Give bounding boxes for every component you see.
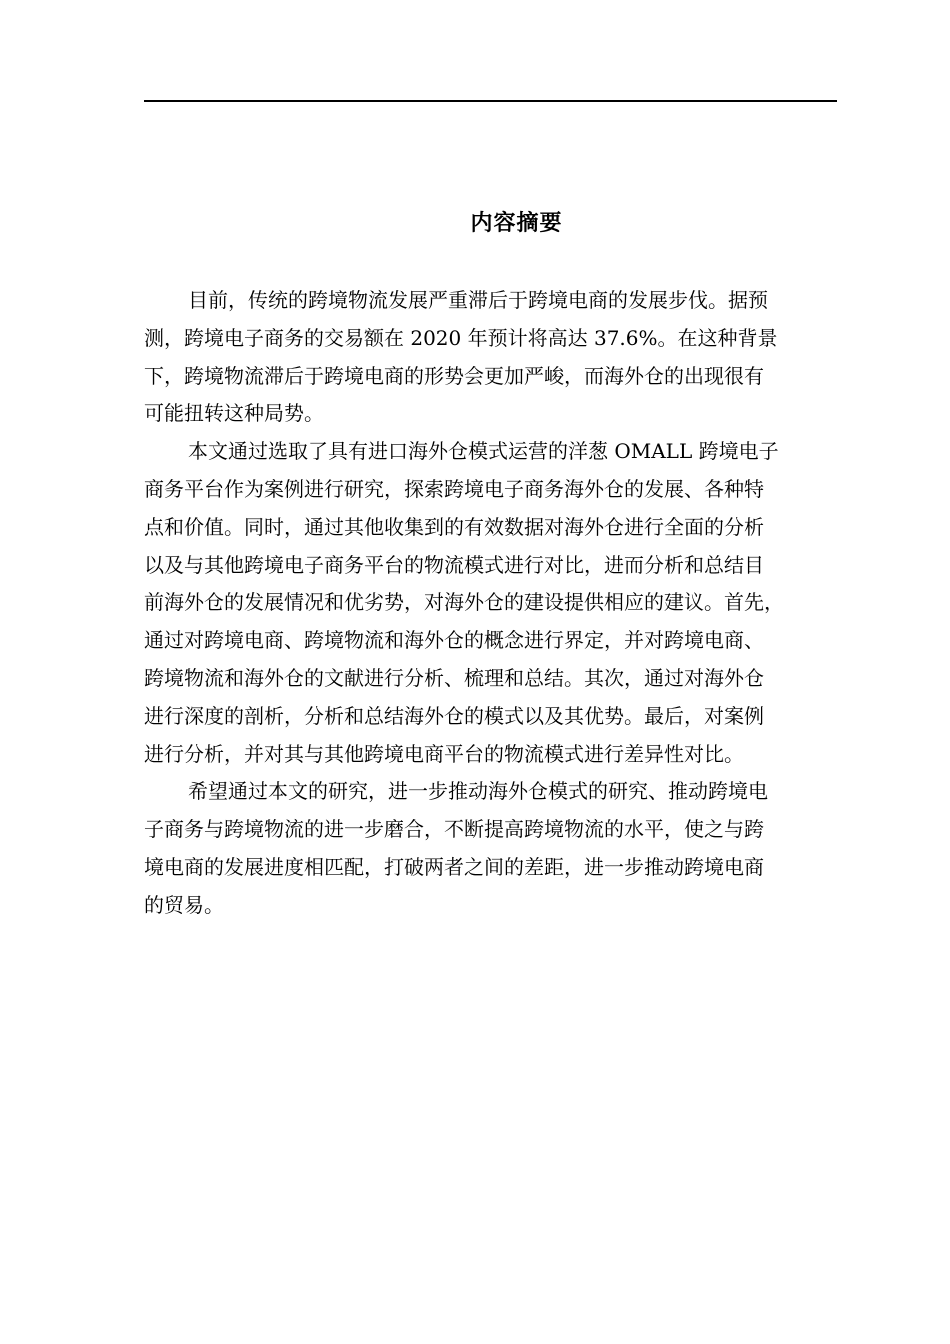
- paragraph-line: 境电商的发展进度相匹配，打破两者之间的差距，进一步推动跨境电商: [144, 854, 764, 879]
- header-rule: [144, 100, 837, 102]
- paragraph-line: 进行分析，并对其与其他跨境电商平台的物流模式进行差异性对比。: [144, 741, 744, 766]
- paragraph-line: 进行深度的剖析，分析和总结海外仓的模式以及其优势。最后，对案例: [144, 703, 764, 728]
- paragraph-line: 前海外仓的发展情况和优劣势，对海外仓的建设提供相应的建议。首先，: [144, 590, 784, 615]
- paragraph-3: [144, 773, 844, 924]
- paragraph-line: 点和价值。同时，通过其他收集到的有效数据对海外仓进行全面的分析: [144, 514, 764, 539]
- paragraph-line: 通过对跨境电商、跨境物流和海外仓的概念进行界定，并对跨境电商、: [144, 628, 764, 653]
- paragraph-line: 可能扭转这种局势。: [144, 401, 324, 426]
- page-title: 内容摘要: [470, 211, 563, 236]
- paragraph-line: 子商务与跨境物流的进一步磨合，不断提高跨境物流的水平，使之与跨: [144, 817, 764, 842]
- paragraph-line: 希望通过本文的研究，进一步推动海外仓模式的研究、推动跨境电: [188, 779, 768, 804]
- paragraph-line: 的贸易。: [144, 892, 224, 917]
- paragraph-line: 跨境物流和海外仓的文献进行分析、梳理和总结。其次，通过对海外仓: [144, 665, 764, 690]
- abstract-body: [144, 282, 844, 925]
- paragraph-line: 测，跨境电子商务的交易额在 2020 年预计将高达 37.6%。在这种背景: [144, 325, 778, 350]
- paragraph-line: 以及与其他跨境电子商务平台的物流模式进行对比，进而分析和总结目: [144, 552, 764, 577]
- paragraph-line: 本文通过选取了具有进口海外仓模式运营的洋葱 OMALL 跨境电子: [188, 439, 779, 464]
- paragraph-line: 商务平台作为案例进行研究，探索跨境电子商务海外仓的发展、各种特: [144, 476, 764, 501]
- paragraph-2: [144, 433, 844, 773]
- paragraph-line: 下，跨境物流滞后于跨境电商的形势会更加严峻，而海外仓的出现很有: [144, 363, 764, 388]
- paragraph-line: 目前，传统的跨境物流发展严重滞后于跨境电商的发展步伐。据预: [188, 288, 768, 312]
- paragraph-1: [144, 282, 844, 433]
